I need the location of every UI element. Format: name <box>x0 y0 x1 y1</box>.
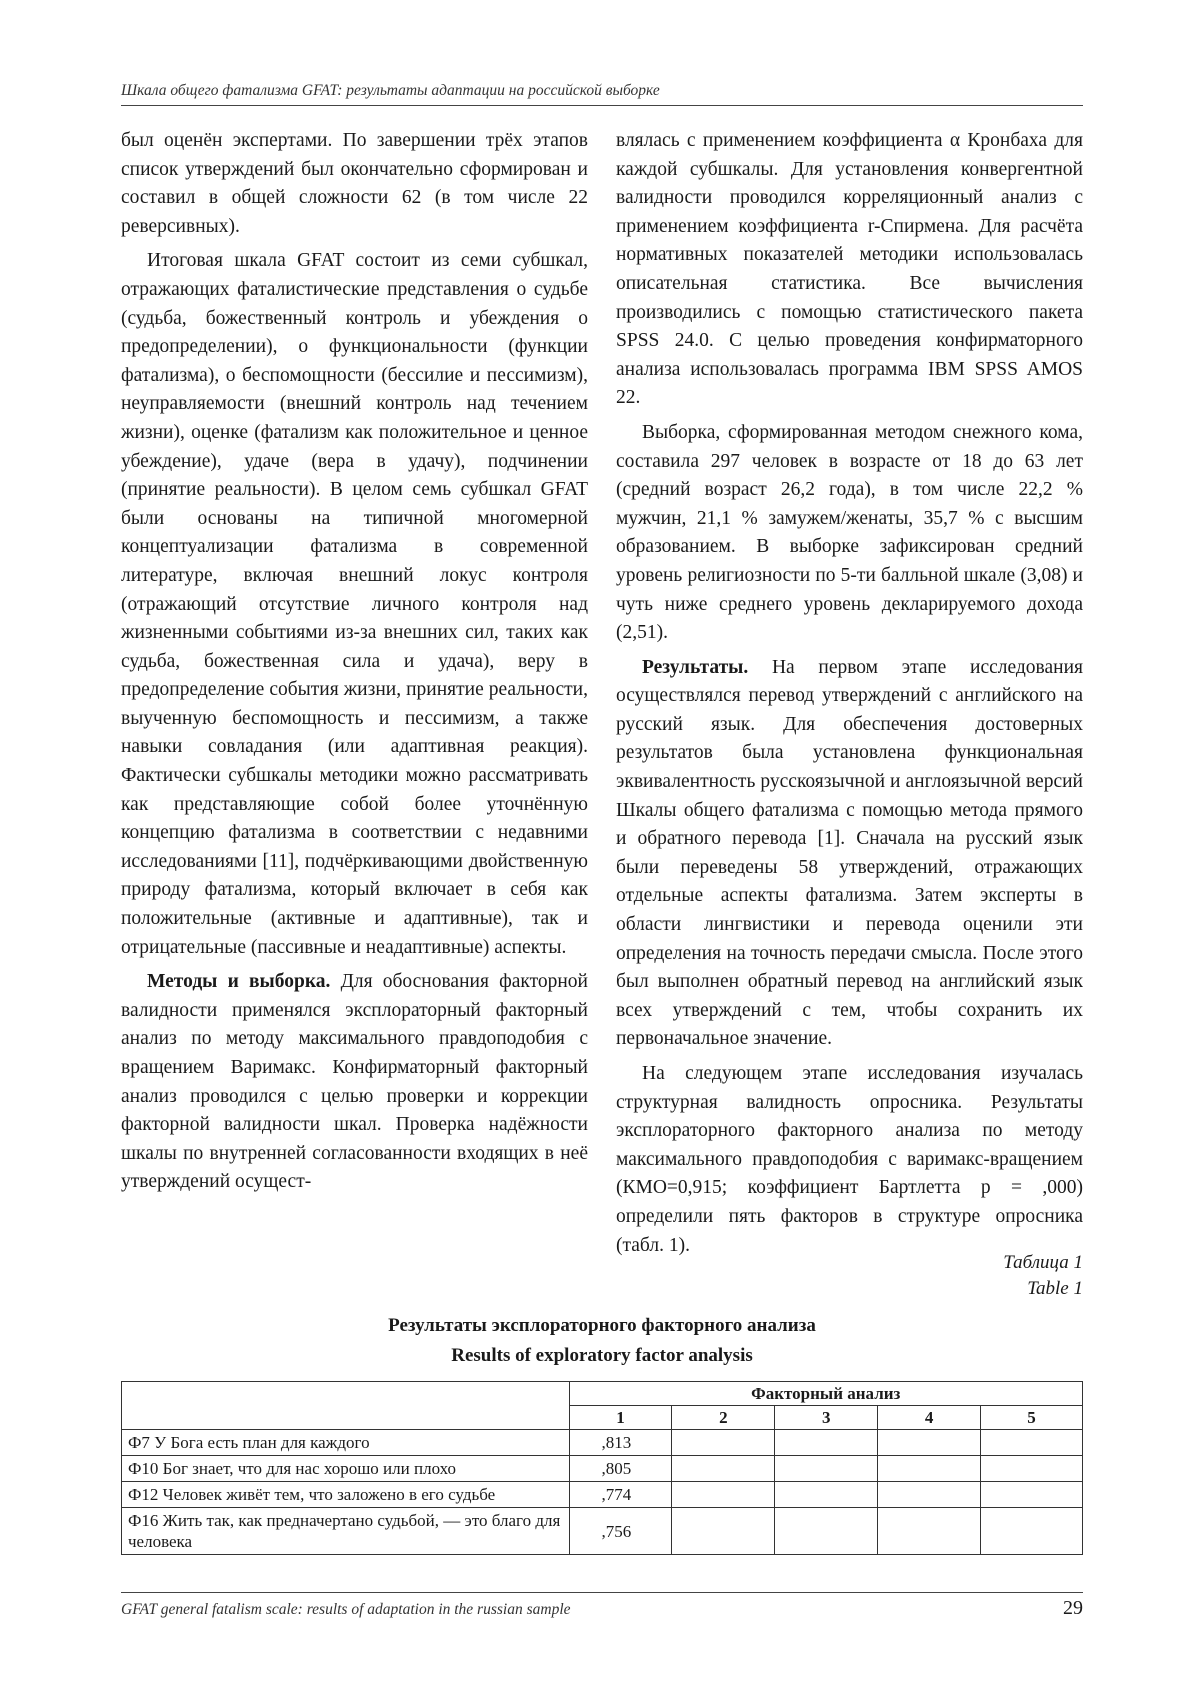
table-label <box>1003 1250 1083 1302</box>
item-cell: Ф7 У Бога есть план для каждого <box>122 1430 570 1456</box>
page-footer <box>121 1592 1083 1619</box>
paragraph-results <box>616 654 1083 1054</box>
table-title <box>121 1311 1083 1371</box>
table-row <box>122 1430 1083 1456</box>
factor-header: 2 <box>672 1406 775 1430</box>
page-number: 29 <box>1063 1597 1083 1619</box>
table-corner-cell <box>122 1382 570 1430</box>
paragraph-text: На первом этапе исследования осуществлялся перевод утверждений с английского на русский язык. Для обеспечения достоверных результатов была установлена функциональная эквивалентность русскоязычной и англоязычной версий Шкалы общего фатализма с помощью метода прямого и обратного перевода [1]. Сначала на русский язык были переведены 58 утверждений, отражающих отдельные аспекты фатализма. Затем эксперты в области лингвистики и перевода оценили эти определения на точность передачи смысла. После этого был выполнен обратный перевод на английский язык всех утверждений с тем, чтобы сохранить их первоначальное значение. <box>616 656 1083 1050</box>
item-cell: Ф10 Бог знает, что для нас хорошо или плохо <box>122 1456 570 1482</box>
loading-cell: ,756 <box>569 1508 672 1555</box>
table-row <box>122 1508 1083 1555</box>
paragraph: влялась с применением коэффициента α Кронбаха для каждой субшкалы. Для установления конвергентной валидности проводился корреляционный анализ с применением коэффициента r-Спирмена. Для расчёта нормативных показателей методики использовалась описательная статистика. Все вычисления производились с помощью статистического пакета SPSS 24.0. С целью проведения конфирматорного анализа использовалась программа IBM SPSS AMOS 22. <box>616 130 1083 409</box>
loading-cell: ,805 <box>569 1456 672 1482</box>
paragraph-text: Для обоснования факторной валидности применялся эксплораторный факторный анализ по методу максимального правдоподобия с вращением Варимакс. Конфирматорный факторный анализ проводился с целью проверки и коррекции факторной валидности шкал. Проверка надёжности шкалы по внутренней согласованности входящих в неё утверждений осущест- <box>121 971 588 1193</box>
factor-header: 4 <box>878 1406 981 1430</box>
loading-cell: ,774 <box>569 1482 672 1508</box>
item-cell: Ф16 Жить так, как предначертано судьбой, — это благо для человека <box>122 1508 570 1555</box>
table-row <box>122 1456 1083 1482</box>
factor-header: 3 <box>775 1406 878 1430</box>
table-header-row <box>122 1382 1083 1406</box>
paragraph: был оценён экспертами. По завершении трёх этапов список утверждений был окончательно сформирован и составил в общей сложности 62 (в том числе 22 реверсивных). <box>121 130 588 237</box>
section-heading-methods: Методы и выборка. <box>147 971 331 993</box>
paragraph: Выборка, сформированная методом снежного кома, составила 297 человек в возрасте от 18 до 63 лет (средний возраст 26,2 года), в том числе 22,2 % мужчин, 21,1 % замужем/женаты, 35,7 % с высшим образованием. В выборке зафиксирован средний уровень религиозности по 5-ти балльной шкале (3,08) и чуть ниже среднего уровень декларируемого дохода (2,51). <box>616 421 1083 644</box>
group-header: Факторный анализ <box>569 1382 1082 1406</box>
table-title-en: Results of exploratory factor analysis <box>451 1345 753 1366</box>
page-header <box>121 78 1083 106</box>
left-column <box>121 127 588 1203</box>
section-heading-results: Результаты. <box>642 656 749 678</box>
paragraph: Итоговая шкала GFAT состоит из семи субшкал, отражающих фаталистические представления о судьбе (судьба, божественный контроль и убеждения о предопределении), о функциональности (функции фатализма), о беспомощности (бессилие и пессимизм), неуправляемости (внешний контроль над течением жизни), оценке (фатализм как положительное и ценное убеждение), удаче (вера в удачу), подчинении (принятие реальности). В целом семь субшкал GFAT были основаны на типичной многомерной концептуализации фатализма в современной литературе, включая внешний локус контроля (отражающий отсутствие личного контроля над жизненными событиями из-за внешних сил, таких как судьба, божественная сила и удача), веру в предопределение события жизни, принятие реальности, выученную беспомощность и пессимизм, а также навыки совладания (или адаптивная реакция). Фактически субшкалы методики можно рассматривать как представляющие собой более уточнённую концепцию фатализма в соответствии с недавними исследованиями [11], подчёркивающими двойственную природу фатализма, который включает в себя как положительные (активные и адаптивные), так и отрицательные (пассивные и неадаптивные) аспекты. <box>121 250 588 958</box>
factor-header: 5 <box>981 1406 1083 1430</box>
running-title: Шкала общего фатализма GFAT: результаты адаптации на российской выборке <box>121 82 660 99</box>
table-title-ru: Результаты эксплораторного факторного анализа <box>388 1315 816 1336</box>
paragraph: На следующем этапе исследования изучалась структурная валидность опросника. Результаты эксплораторного факторного анализа по методу максимального правдоподобия с варимакс-вращением (КМО=0,915; коэффициент Бартлетта p = ,000) определили пять факторов в структуре опросника (табл. 1). <box>616 1063 1083 1256</box>
table-row <box>122 1482 1083 1508</box>
footer-running-title: GFAT general fatalism scale: results of adaptation in the russian sample <box>121 1601 571 1618</box>
item-cell: Ф12 Человек живёт тем, что заложено в его судьбе <box>122 1482 570 1508</box>
paragraph-methods <box>121 968 588 1197</box>
results-table <box>121 1381 1083 1555</box>
loading-cell: ,813 <box>569 1430 672 1456</box>
table-label-ru: Таблица 1 <box>1003 1252 1083 1273</box>
right-column <box>616 127 1083 1266</box>
factor-header: 1 <box>569 1406 672 1430</box>
table-label-en: Table 1 <box>1027 1278 1083 1299</box>
